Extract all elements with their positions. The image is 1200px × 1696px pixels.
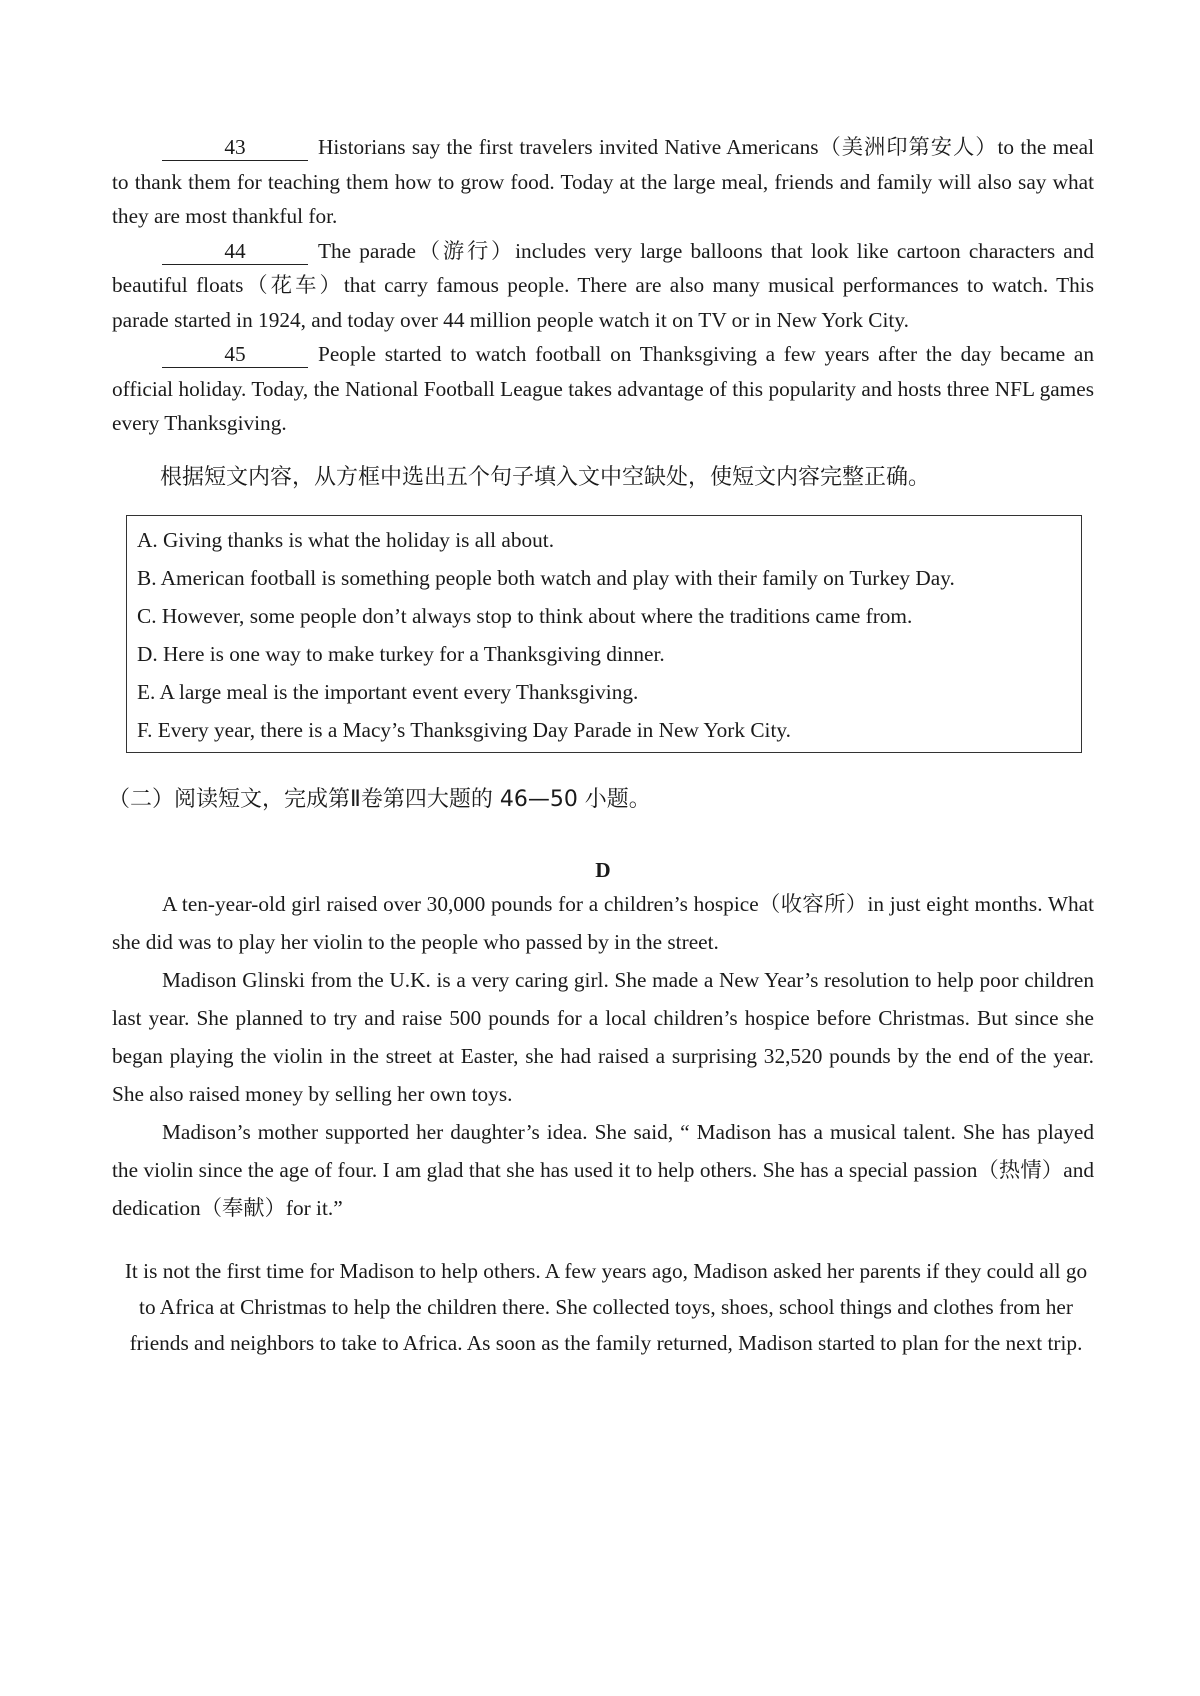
passage-d-paragraph-4: It is not the first time for Madison to help others. A few years ago, Madison asked her parents if they could all go to Africa at Christmas to help the children there. She collected toys, shoes, school things and clothes from her friends and neighbors to take to Africa. As soon as the family returned, Madison started to plan for the next trip.	[124, 1258, 1088, 1355]
answer-blank-43[interactable]: 43	[162, 134, 308, 161]
options-box	[126, 515, 1082, 753]
option-b: B. American football is something people both watch and play with their family on Turkey Day.	[137, 565, 955, 590]
answer-blank-44[interactable]: 44	[162, 238, 308, 265]
passage-d-heading: D	[595, 857, 611, 882]
passage-d-paragraph-2: Madison Glinski from the U.K. is a very caring girl. She made a New Year’s resolution to help poor children last year. She planned to try and raise 500 pounds for a local children’s hospice before Christmas. But since she began playing the violin in the street at Easter, she had raised a surprising 32,520 pounds by the end of the year. She also raised money by selling her own toys.	[112, 967, 1094, 1106]
paragraph-45	[112, 337, 1094, 441]
passage-d-paragraph-1: A ten-year-old girl raised over 30,000 pounds for a children’s hospice（收容所）in just eight months. What she did was to play her violin to the people who passed by in the street.	[112, 891, 1094, 954]
section-two-heading: （二）阅读短文，完成第Ⅱ卷第四大题的 46—50 小题。	[108, 786, 651, 812]
passage-d-paragraph-3: Madison’s mother supported her daughter’s idea. She said, “ Madison has a musical talent. She has played the violin since the age of four. I am glad that she has used it to help others. She has a special passion（热情）and dedication（奉献）for it.”	[112, 1119, 1094, 1220]
paragraph-44-text: The parade（游行）includes very large balloons that look like cartoon characters and beautiful floats（花车）that carry famous people. There are also many musical performances to watch. This parade started in 1924, and today over 44 million people watch it on TV or in New York City.	[112, 238, 1094, 332]
option-d: D. Here is one way to make turkey for a Thanksgiving dinner.	[137, 641, 665, 666]
option-c: C. However, some people don’t always stop to think about where the traditions came from.	[137, 603, 913, 628]
option-e: E. A large meal is the important event every Thanksgiving.	[137, 679, 639, 704]
paragraph-44	[112, 234, 1094, 338]
instruction-text: 根据短文内容，从方框中选出五个句子填入文中空缺处，使短文内容完整正确。	[160, 464, 931, 490]
document-page	[108, 130, 1094, 1361]
fill-passage	[112, 130, 1094, 441]
option-f: F. Every year, there is a Macy’s Thanksgiving Day Parade in New York City.	[137, 717, 791, 742]
passage-d-body	[112, 885, 1094, 1227]
paragraph-45-text: People started to watch football on Thanksgiving a few years after the day became an official holiday. Today, the National Football League takes advantage of this popularity and hosts three NFL games every Thanksgiving.	[112, 342, 1094, 435]
paragraph-43-text: Historians say the first travelers invited Native Americans（美洲印第安人）to the meal to thank them for teaching them how to grow food. Today at the large meal, friends and family will also say what they are most thankful for.	[112, 135, 1094, 228]
paragraph-43	[112, 130, 1094, 234]
answer-blank-45[interactable]: 45	[162, 341, 308, 368]
option-a: A. Giving thanks is what the holiday is all about.	[137, 527, 555, 552]
